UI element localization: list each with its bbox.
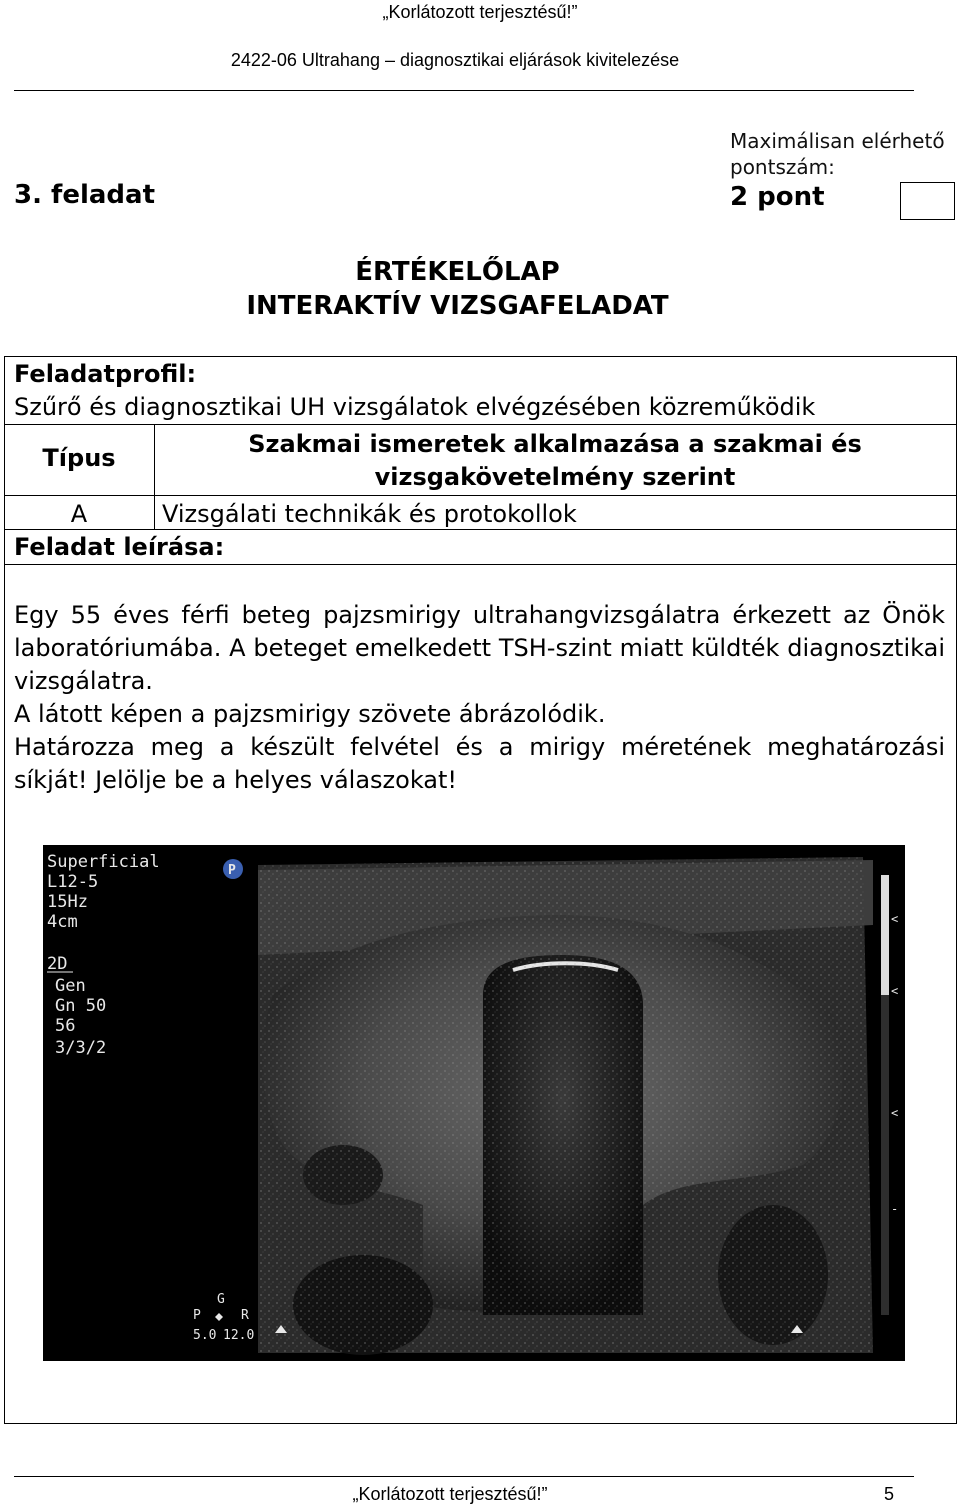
settings-label: 3/3/2 xyxy=(55,1038,107,1058)
table-divider xyxy=(4,529,957,530)
svg-text:-: - xyxy=(891,1202,899,1216)
gain-label: Gn 50 xyxy=(55,996,107,1016)
table-divider xyxy=(4,424,957,425)
sheet-title-line1: ÉRTÉKELŐLAP xyxy=(355,257,560,287)
type-label: Típus xyxy=(42,444,116,472)
bottom-left-value: 5.0 xyxy=(193,1328,217,1343)
type-text-line1: Szakmai ismeretek alkalmazása a szakmai és xyxy=(248,430,862,458)
sheet-title-line2: INTERAKTÍV VIZSGAFELADAT xyxy=(246,291,669,321)
profile-text: Szűrő és diagnosztikai UH vizsgálatok elvégzésében közreműködik xyxy=(14,393,816,421)
page-number: 5 xyxy=(884,1484,895,1504)
probe-label: L12-5 xyxy=(47,872,99,892)
dynamic-range-label: 56 xyxy=(55,1016,76,1036)
distribution-notice-footer: „Korlátozott terjesztésű!” xyxy=(352,1484,548,1504)
svg-text:<: < xyxy=(891,984,899,998)
description-paragraph: Egy 55 éves férfi beteg pajzsmirigy ultrahangvizsgálatra érkezett az Önök laboratóriumába. A beteget emelkedett TSH-szint miatt küldték diagnosztikai vizsgálatra. xyxy=(14,601,945,695)
max-score-value: 2 pont xyxy=(730,182,825,212)
course-title: 2422-06 Ultrahang – diagnosztikai eljárások kivitelezése xyxy=(230,50,680,70)
task-title: 3. feladat xyxy=(14,180,156,210)
depth-label: 4cm xyxy=(47,912,78,932)
header-divider xyxy=(14,90,914,91)
preset-label: Superficial xyxy=(47,852,160,872)
description-paragraph: A látott képen a pajzsmirigy szövete ábrázolódik. xyxy=(14,700,606,728)
category-text: Vizsgálati technikák és protokollok xyxy=(162,500,577,528)
orientation-p: P xyxy=(193,1308,201,1323)
profile-label: Feladatprofil: xyxy=(14,360,197,388)
table-divider xyxy=(4,564,957,565)
description-paragraph: Határozza meg a készült felvétel és a mirigy méretének meghatározási síkját! Jelölje be a helyes válaszokat! xyxy=(14,733,945,794)
gen-label: Gen xyxy=(55,976,86,996)
svg-text:<: < xyxy=(891,1106,899,1120)
svg-text:<: < xyxy=(891,912,899,926)
sheet-title xyxy=(0,255,915,323)
probe-marker-letter: P xyxy=(228,863,236,878)
mode-label: 2D xyxy=(47,954,68,974)
bottom-right-value: 12.0 xyxy=(223,1328,255,1343)
table-divider xyxy=(4,495,957,496)
thyroid-ultrasound-image xyxy=(43,845,905,1361)
ultrasound-scan xyxy=(43,845,905,1361)
description-text xyxy=(14,599,945,797)
type-text xyxy=(155,428,955,494)
orientation-r: R xyxy=(241,1308,249,1323)
description-label: Feladat leírása: xyxy=(14,533,225,561)
distribution-notice-header: „Korlátozott terjesztésű!” xyxy=(382,2,578,22)
orientation-g: G xyxy=(217,1292,225,1307)
score-entry-box[interactable] xyxy=(900,182,955,220)
type-text-line2: vizsgakövetelmény szerint xyxy=(374,463,736,491)
category-code: A xyxy=(70,500,88,528)
footer-divider xyxy=(14,1476,914,1477)
frequency-label: 15Hz xyxy=(47,892,88,912)
max-score-label: Maximálisan elérhető pontszám: xyxy=(730,129,945,179)
